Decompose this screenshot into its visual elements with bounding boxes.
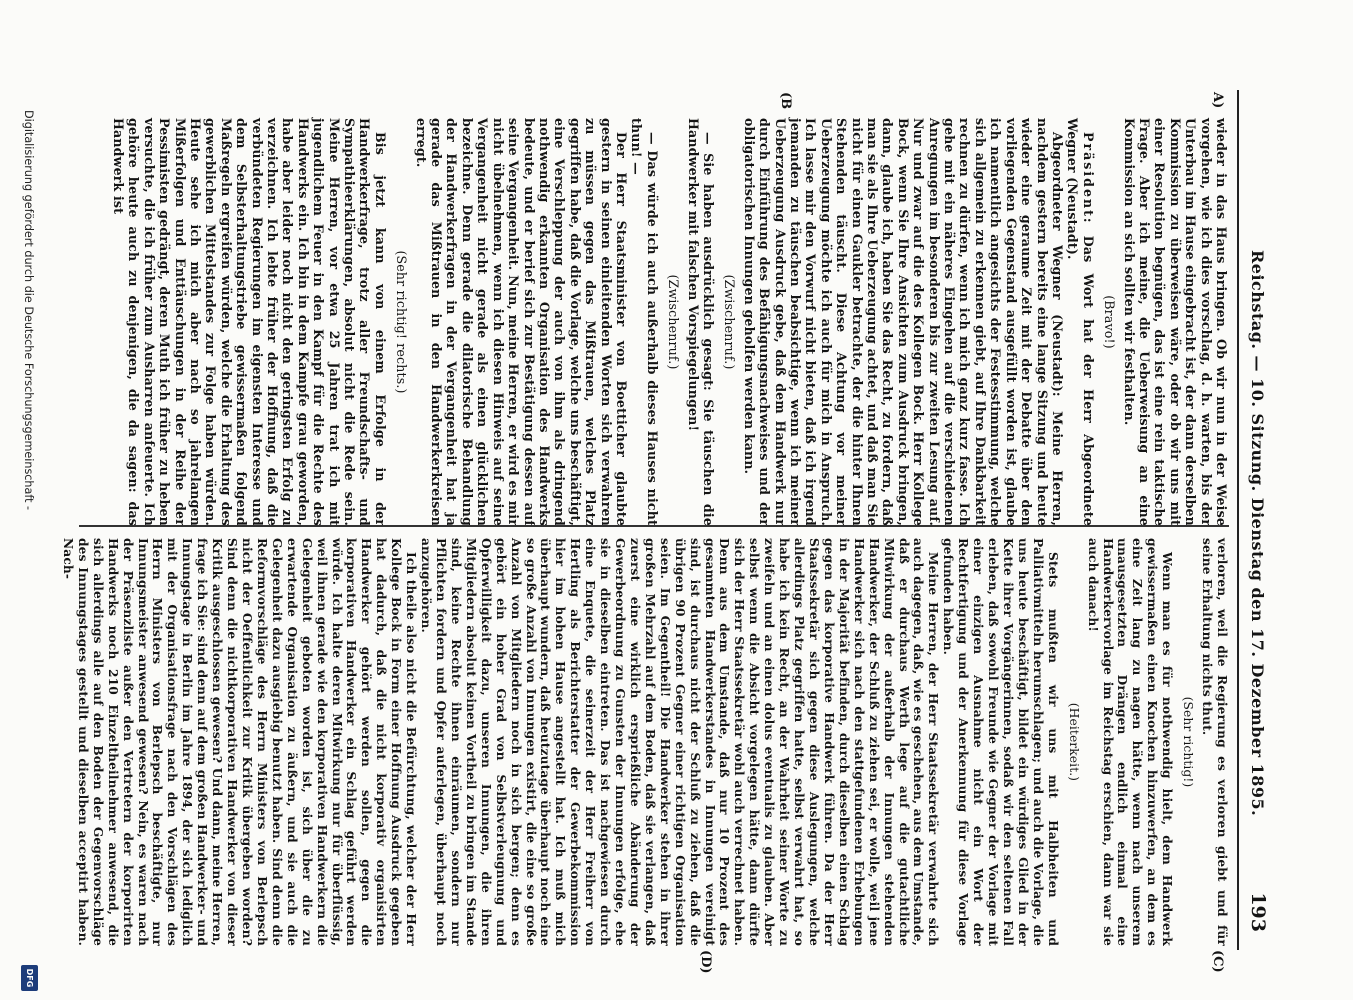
paragraph: Präsident: Das Wort hat der Herr Abgeordnete Wegner (Neustadt). xyxy=(1065,118,1096,526)
margin-letter-b: (B xyxy=(778,92,793,110)
interjection: (Zwischenruf.) xyxy=(666,274,682,370)
interjection: (Heiterkeit.) xyxy=(1066,702,1081,782)
paragraph: — Sie haben ausdrücklich gesagt: Sie täuschen die Handwerker mit falschen Vorspiegelungen! xyxy=(685,118,716,526)
paragraph: wieder in das Haus bringen. Ob wir nun in der Weise vorgehen, wie ich dies vorschlag, d. h. warten, bis der Unterbau im Hause eingebracht ist, der dann derselben Kommission zu überweisen wäre, oder ob wir uns mit einer Resolution begnügen, das ist eine rein taktische Frage. Aber ich meine, die Ueberweisung an eine Kommission an sich sollten wir festhalten. xyxy=(1121,118,1229,526)
interjection: (Sehr richtig!) xyxy=(1181,696,1196,788)
column-divider xyxy=(79,525,1229,527)
paragraph: Abgeordneter Wegner (Neustadt): Meine Herren, nachdem gestern bereits eine lange Sitzung und heute wieder eine geraume Zeit mit der Debatte über den vorliegenden Gegenstand ausgefüllt worden ist, glaube ich namentlich angesichts der Festesstimmung, welche sich allgemein zu erkennen giebt, auf Ihre Dankbarkeit rechnen zu dürfen, wenn ich mich ganz kurz fasse. Ich gehe mit ein näheres Eingehen auf die verschiedenen Anregungen im besonderen bis zur zweiten Lesung auf. Nur und zwar auf die des Kollegen Bock. Herr Kollege Bock, wenn Sie Ihre Ansichten zum Ausdruck bringen, dann, glaube ich, haben Sie das Recht, zu fordern, daß man sie als Ihre Ueberzeugung achtet, und daß man Sie nicht für einen Gaukler betrachte, der die hinter Ihnen Stehenden täuscht. Diese Achtung vor meiner Ueberzeugung möchte ich auch für mich in Anspruch. Ich lasse mir den Vorwurf nicht bieten, daß ich irgend jemanden zu täuschen beabsichtige, wenn ich meiner Ueberzeugung Ausdruck gebe, daß dem Handwerk nur durch Einführung des Befähigungsnachweises und der obligatorischen Innungen geholfen werden kann. xyxy=(741,118,1065,526)
margin-letter-c: (C) xyxy=(1210,950,1225,973)
paragraph: — Das würde ich auch außerhalb dieses Hauses nicht thun! — xyxy=(629,118,660,526)
margin-letter-d: (D) xyxy=(698,950,713,974)
right-column xyxy=(60,538,1229,946)
interjection: (Sehr richtig! rechts.) xyxy=(394,250,410,394)
margin-letter-a: A) xyxy=(1210,92,1225,109)
paragraph: Wenn man es für nothwendig hielt, dem Handwerk gewissermaßen einen Knochen hinzuwerfen, an dem es eine Zeit lang zu nagen hätte, wenn nach unserem unausgesetzten Drängen endlich einmal eine Handwerkervorlage im Reichstag erschien, dann war sie auch danach! xyxy=(1085,538,1175,946)
left-column xyxy=(111,118,1229,526)
interjection: (Bravo!) xyxy=(1102,295,1118,349)
digitization-note: Digitalisierung gefördert durch die Deutsche Forschungsgemeinschaft - xyxy=(22,110,35,511)
running-head: Reichstag. — 10. Sitzung. Dienstag den 17. Dezember 1895. xyxy=(1248,250,1267,817)
digitization-footer xyxy=(22,110,35,988)
page-number: 193 xyxy=(1247,892,1269,932)
page-header xyxy=(1237,90,1273,950)
paragraph: Bis jetzt kann von einem Erfolge in der Handwerkerfrage, trotz aller Freundschafts- und Sympathieerklärungen, absolut nicht die Rede sein. Meine Herren, vor etwa 25 Jahren trat ich mit jugendlichem Feuer in den Kampf für die Rechte des Handwerks ein. Ich bin in dem Kampfe grau geworden, habe aber leider noch nicht den geringsten Erfolg zu verzeichnen. Ich lebte früher der Hoffnung, daß die verbündeten Regierungen im eigensten Interesse und dem Selbsterhaltungstriebe gewissermaßen folgend Maßregeln ergreifen würden, welche die Erhaltung des gewerblichen Mittelstandes zur Folge haben würden. Heute sehe ich mich aber nach so jahrelangen Mißerfolgen und Enttäuschungen in der Reihe der Pessimisten gedrängt, deren Muth ich früher zu heben versuchte, die ich früher zum Ausharren anfeuerte. Ich gehöre heute auch zu denjenigen, die da sagen: das Handwerk ist xyxy=(110,118,388,526)
speaker-label: Präsident: xyxy=(1080,132,1096,225)
dfg-logo: DFG xyxy=(21,965,38,991)
paragraph: Meine Herren, der Herr Staatssekretär verwahrte sich auch dagegen, daß, wie es geschehen, aus dem Umstande, daß er durchaus Werth lege auf die gutachtliche Mitwirkung der außerhalb der Innungen stehenden Handwerker, der Schluß zu ziehen sei, er wolle, weil jene Handwerker sich nach den stattgefundenen Erhebungen in der Majorität befinden, durch dieselben einen Schlag gegen das korporative Handwerk führen. Da der Herr Staatssekretär sich gegen diese Auslegungen, welche allerdings Platz gegriffen hatte, selbst verwahrt hat, so habe ich kein Recht, an der Wahrheit seiner Worte zu zweifeln und an einen dolus eventualis zu glauben. Aber selbst wenn die Absicht vorgelegen hätte, dann dürfte sich der Herr Staatssekretär wohl auch verrechnet haben. Denn aus dem Umstande, daß nur 10 Prozent des gesammten Handwerkerstandes in Innungen vereinigt sind, ist durchaus nicht der Schluß zu ziehen, daß die übrigen 90 Prozent Gegner einer richtigen Organisation seien. Im Gegentheil! Die Handwerker stehen in ihrer großen Mehrzahl auf dem Boden, daß sie verlangen, daß zuerst eine wirklich ersprießliche Abänderung der Gewerbeordnung zu Gunsten der Innungen erfolge, ehe sie in dieselben eintreten. Das ist nachgewiesen durch eine Enquete, die seinerzeit der Herr Freiherr von Hertling als Berichterstatter der Gewerbekommission hier im hohen Hause angestellt hat. Ich muß mich überhaupt wundern, daß heutzutage überhaupt noch eine so große Anzahl von Innungen existirt, die eine so große Anzahl von Mitgliedern noch in sich bergen; denn es gehört ein hoher Grad von Selbstverleugnung und Opferwilligkeit dazu, unseren Innungen, die ihren Mitgliedern absolut keinen Vortheil zu bringen im Stande sind, keine Rechte ihnen einräumen, sondern nur Pflichten fordern und Opfer auferlegen, überhaupt noch anzugehören. xyxy=(419,538,941,946)
paragraph: Der Herr Staatsminister von Boetticher glaubte gestern in seinen einleitenden Worten sich verwahren zu müssen gegen das Mißtrauen, welches Platz gegriffen habe, daß die Vorlage, welche uns beschäftigt, eine Verschleppung der auch von ihm als dringend nothwendig erkannten Organisation des Handwerks bedeute, und er berief sich zur Bestätigung dessen auf seine Vergangenheit. Nun, meine Herren, er wird es mir nicht übelnehmen, wenn ich diesen Hinweis auf seine Vergangenheit nicht gerade als einen glücklichen bezeichne. Denn gerade die dilatorische Behandlung der Handwerkerfragen in der Vergangenheit hat ja gerade das Mißtrauen in den Handwerkerkreisen erregt. xyxy=(413,118,629,526)
interjection: (Zwischenruf.) xyxy=(722,274,738,370)
paragraph: verloren, weil die Regierung es verloren giebt und für seine Erhaltung nichts thut. xyxy=(1200,538,1229,946)
paragraph: Stets mußten wir uns mit Halbheiten und Palliativmitteln herumschlagen; und auch die Vorlage, die uns heute beschäftigt, bildet ein würdiges Glied in der Kette ihrer Vorgängerinnen, sodaß wir den seltenen Fall erleben, daß sowohl Freunde wie Gegner der Vorlage mit einer einzigen Ausnahme nicht ein Wort der Rechtfertigung und der Anerkennung für diese Vorlage gefunden haben. xyxy=(941,538,1060,946)
paragraph: Ich theile also nicht die Befürchtung, welcher der Herr Kollege Bock in Form einer Hoffnung Ausdruck gegeben hat dadurch, daß die nicht korporativ organisirten Handwerker gehört werden sollen, gegen die korporativen Handwerker ein Schlag geführt werden würde. Ich halte deren Mitwirkung nur für überflüssig, weil ihnen gerade wie den korporativen Handwerkern die Gelegenheit geboten worden ist, sich über die zu erwartende Organisation zu äußern, und sie auch die Gelegenheit dazu ausgiebig benutzt haben. Sind denn die Reformvorschläge des Herrn Ministers von Berlepsch nicht der Oeffentlichkeit zur Kritik übergeben worden? Sind denn die nichtkorporativen Handwerker von dieser Kritik ausgeschlossen gewesen? Und dann, meine Herren, frage ich Sie: sind denn auf dem großen Handwerker- und Innungstage in Berlin im Jahre 1894, der sich lediglich mit der Organisationsfrage nach den Vorschlägen des Herrn Ministers von Berlepsch beschäftigte, nur Innungsmeister anwesend gewesen? Nein, es waren nach der Präsenzliste außer den Vertretern der korporirten Handwerks noch 210 Einzeltheilnehmer anwesend, die sich allerdings alle auf den Boden der Gegenvorschläge des Innungstages gestellt und dieselben acceptirt haben. Nach- xyxy=(60,538,419,946)
